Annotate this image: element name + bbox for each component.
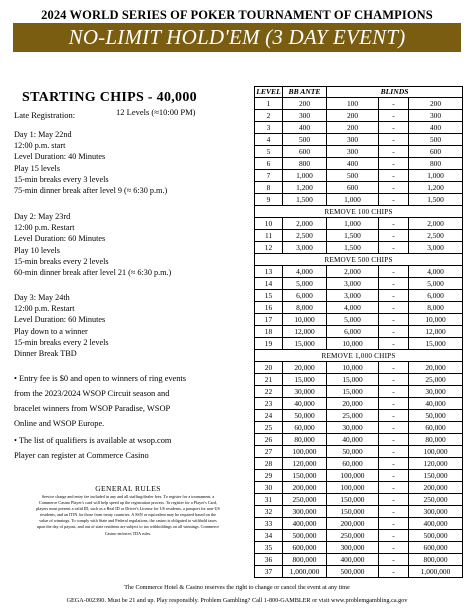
level-cell: 5	[255, 146, 283, 158]
blind-separator-cell: -	[379, 530, 409, 542]
small-blind-cell: 40,000	[327, 434, 379, 446]
table-row	[255, 326, 463, 338]
blind-structure-table	[254, 86, 463, 578]
bb-ante-cell: 50,000	[283, 410, 327, 422]
small-blind-cell: 10,000	[327, 362, 379, 374]
small-blind-cell: 1,500	[327, 230, 379, 242]
small-blind-cell: 30,000	[327, 422, 379, 434]
small-blind-cell: 100	[327, 98, 379, 110]
big-blind-cell: 400	[409, 122, 463, 134]
late-registration-value: 12 Levels (≈10:00 PM)	[116, 107, 196, 117]
bb-ante-cell: 400	[283, 122, 327, 134]
table-row	[255, 290, 463, 302]
bb-ante-cell: 20,000	[283, 362, 327, 374]
level-cell: 27	[255, 446, 283, 458]
table-row	[255, 554, 463, 566]
level-cell: 2	[255, 110, 283, 122]
level-cell: 29	[255, 470, 283, 482]
day-3-line: Dinner Break TBD	[14, 349, 77, 359]
level-cell: 9	[255, 194, 283, 206]
big-blind-cell: 150,000	[409, 470, 463, 482]
level-cell: 4	[255, 134, 283, 146]
table-row	[255, 314, 463, 326]
entry-note-line: from the 2023/2024 WSOP Circuit season and	[14, 389, 170, 398]
day-2-line: 60-min dinner break after level 21 (≈ 6:30 p.m.)	[14, 268, 172, 278]
level-cell: 34	[255, 530, 283, 542]
big-blind-cell: 2,500	[409, 230, 463, 242]
small-blind-cell: 6,000	[327, 326, 379, 338]
table-row	[255, 338, 463, 350]
bb-ante-cell: 30,000	[283, 386, 327, 398]
level-cell: 7	[255, 170, 283, 182]
bb-ante-cell: 40,000	[283, 398, 327, 410]
big-blind-cell: 400,000	[409, 518, 463, 530]
small-blind-cell: 500	[327, 170, 379, 182]
blind-separator-cell: -	[379, 218, 409, 230]
blind-separator-cell: -	[379, 410, 409, 422]
bb-ante-cell: 300	[283, 110, 327, 122]
table-header-row	[255, 87, 463, 98]
level-cell: 14	[255, 278, 283, 290]
table-row	[255, 410, 463, 422]
bb-ante-cell: 2,500	[283, 230, 327, 242]
table-row	[255, 434, 463, 446]
small-blind-cell: 100,000	[327, 482, 379, 494]
blind-separator-cell: -	[379, 458, 409, 470]
bb-ante-cell: 1,000,000	[283, 566, 327, 578]
blind-separator-cell: -	[379, 302, 409, 314]
level-cell: 17	[255, 314, 283, 326]
table-row	[255, 134, 463, 146]
table-row	[255, 182, 463, 194]
big-blind-cell: 500	[409, 134, 463, 146]
big-blind-cell: 20,000	[409, 362, 463, 374]
table-row	[255, 422, 463, 434]
small-blind-cell: 400	[327, 158, 379, 170]
starting-chips: STARTING CHIPS - 40,000	[22, 90, 197, 105]
event-banner	[13, 23, 461, 52]
qualifiers-note	[14, 433, 244, 463]
level-cell: 30	[255, 482, 283, 494]
blind-separator-cell: -	[379, 314, 409, 326]
day-1-line: 75-min dinner break after level 9 (≈ 6:30 p.m.)	[14, 186, 168, 196]
chip-removal-label: REMOVE 100 CHIPS	[255, 206, 463, 218]
small-blind-cell: 1,000	[327, 218, 379, 230]
small-blind-cell: 20,000	[327, 398, 379, 410]
level-cell: 32	[255, 506, 283, 518]
blind-separator-cell: -	[379, 566, 409, 578]
small-blind-cell: 200,000	[327, 518, 379, 530]
level-cell: 15	[255, 290, 283, 302]
bb-ante-cell: 3,000	[283, 242, 327, 254]
small-blind-cell: 25,000	[327, 410, 379, 422]
big-blind-cell: 120,000	[409, 458, 463, 470]
bb-ante-cell: 1,000	[283, 170, 327, 182]
blind-separator-cell: -	[379, 158, 409, 170]
general-rules-line: players must present a valid ID, such as a Real ID or Driver's License for US residents, a passport for non-US	[36, 506, 220, 512]
blind-separator-cell: -	[379, 494, 409, 506]
blind-separator-cell: -	[379, 386, 409, 398]
day-2-line: 12:00 p.m. Restart	[14, 223, 75, 233]
level-cell: 10	[255, 218, 283, 230]
entry-note-line: • Entry fee is $0 and open to winners of ring events	[14, 374, 187, 383]
blind-separator-cell: -	[379, 482, 409, 494]
day-3-info	[14, 292, 109, 359]
level-cell: 35	[255, 542, 283, 554]
big-blind-cell: 1,200	[409, 182, 463, 194]
blind-separator-cell: -	[379, 554, 409, 566]
small-blind-cell: 250,000	[327, 530, 379, 542]
small-blind-cell: 300	[327, 134, 379, 146]
small-blind-cell: 1,500	[327, 242, 379, 254]
small-blind-cell: 300	[327, 146, 379, 158]
table-row	[255, 482, 463, 494]
level-cell: 13	[255, 266, 283, 278]
bb-ante-cell: 500,000	[283, 530, 327, 542]
blind-separator-cell: -	[379, 326, 409, 338]
chip-removal-label: REMOVE 1,000 CHIPS	[255, 350, 463, 362]
bb-ante-cell: 200	[283, 98, 327, 110]
blind-separator-cell: -	[379, 290, 409, 302]
level-cell: 12	[255, 242, 283, 254]
level-cell: 19	[255, 338, 283, 350]
general-rules-title: GENERAL RULES	[95, 484, 161, 493]
bb-ante-cell: 1,500	[283, 194, 327, 206]
bb-ante-cell: 250,000	[283, 494, 327, 506]
bb-ante-cell: 60,000	[283, 422, 327, 434]
small-blind-cell: 5,000	[327, 314, 379, 326]
level-cell: 6	[255, 158, 283, 170]
blind-structure	[254, 86, 462, 578]
table-row	[255, 458, 463, 470]
blind-separator-cell: -	[379, 122, 409, 134]
day-2-info	[14, 211, 171, 278]
entry-note-line: Online and WSOP Europe.	[14, 419, 105, 428]
small-blind-cell: 400,000	[327, 554, 379, 566]
blind-separator-cell: -	[379, 230, 409, 242]
blind-separator-cell: -	[379, 362, 409, 374]
level-cell: 37	[255, 566, 283, 578]
day-2-line: Play 10 levels	[14, 245, 60, 255]
small-blind-cell: 600	[327, 182, 379, 194]
big-blind-cell: 300	[409, 110, 463, 122]
big-blind-cell: 200,000	[409, 482, 463, 494]
blind-separator-cell: -	[379, 98, 409, 110]
blind-separator-cell: -	[379, 434, 409, 446]
level-cell: 1	[255, 98, 283, 110]
big-blind-cell: 100,000	[409, 446, 463, 458]
bb-ante-cell: 150,000	[283, 470, 327, 482]
level-cell: 22	[255, 386, 283, 398]
small-blind-cell: 15,000	[327, 386, 379, 398]
day-3-line: Level Duration: 60 Minutes	[14, 315, 106, 325]
blind-separator-cell: -	[379, 374, 409, 386]
day-3-line: Play down to a winner	[14, 326, 88, 336]
bb-ante-cell: 100,000	[283, 446, 327, 458]
blind-separator-cell: -	[379, 518, 409, 530]
small-blind-cell: 200	[327, 122, 379, 134]
day-1-line: 15-min breaks every 3 levels	[14, 174, 109, 184]
level-cell: 25	[255, 422, 283, 434]
day-1-line: Level Duration: 40 Minutes	[14, 152, 106, 162]
blind-separator-cell: -	[379, 266, 409, 278]
entry-note-line: bracelet winners from WSOP Paradise, WSOP	[14, 404, 171, 413]
bb-ante-cell: 2,000	[283, 218, 327, 230]
bb-ante-cell: 600,000	[283, 542, 327, 554]
bb-ante-cell: 600	[283, 146, 327, 158]
small-blind-cell: 3,000	[327, 278, 379, 290]
level-header: LEVEL	[256, 87, 281, 96]
big-blind-cell: 1,500	[409, 194, 463, 206]
chip-removal-row	[255, 254, 463, 266]
table-row	[255, 218, 463, 230]
big-blind-cell: 8,000	[409, 302, 463, 314]
big-blind-cell: 10,000	[409, 314, 463, 326]
table-row	[255, 230, 463, 242]
level-cell: 23	[255, 398, 283, 410]
level-cell: 21	[255, 374, 283, 386]
bb-ante-cell: 80,000	[283, 434, 327, 446]
blind-separator-cell: -	[379, 506, 409, 518]
level-cell: 8	[255, 182, 283, 194]
table-row	[255, 194, 463, 206]
table-row	[255, 362, 463, 374]
table-row	[255, 278, 463, 290]
small-blind-cell: 50,000	[327, 446, 379, 458]
table-row	[255, 170, 463, 182]
level-cell: 11	[255, 230, 283, 242]
general-rules-text	[14, 494, 242, 537]
bb-ante-cell: 15,000	[283, 374, 327, 386]
day-1-line: 12:00 p.m. start	[14, 141, 66, 151]
level-cell: 20	[255, 362, 283, 374]
entry-fee-note	[14, 371, 244, 431]
banner-text: NO-LIMIT HOLD'EM (3 DAY EVENT)	[68, 25, 406, 49]
table-row	[255, 122, 463, 134]
big-blind-cell: 3,000	[409, 242, 463, 254]
blind-separator-cell: -	[379, 470, 409, 482]
blinds-header: BLINDS	[327, 87, 463, 98]
big-blind-cell: 30,000	[409, 386, 463, 398]
table-row	[255, 566, 463, 578]
level-cell: 3	[255, 122, 283, 134]
table-row	[255, 530, 463, 542]
big-blind-cell: 15,000	[409, 338, 463, 350]
big-blind-cell: 1,000	[409, 170, 463, 182]
day-2-line: Level Duration: 60 Minutes	[14, 234, 106, 244]
blind-separator-cell: -	[379, 146, 409, 158]
big-blind-cell: 1,000,000	[409, 566, 463, 578]
big-blind-cell: 2,000	[409, 218, 463, 230]
big-blind-cell: 600,000	[409, 542, 463, 554]
big-blind-cell: 300,000	[409, 506, 463, 518]
chip-removal-row	[255, 206, 463, 218]
bb-ante-cell: 8,000	[283, 302, 327, 314]
big-blind-cell: 800	[409, 158, 463, 170]
footer-legal: GEGA-002390. Must be 21 and up. Play responsibly. Problem Gambling? Call 1-800-GAMBLER or visit www.problemgambling.ca.gov	[66, 597, 408, 604]
bb-ante-cell: 5,000	[283, 278, 327, 290]
big-blind-cell: 500,000	[409, 530, 463, 542]
small-blind-cell: 500,000	[327, 566, 379, 578]
big-blind-cell: 600	[409, 146, 463, 158]
general-rules-line: residents, and an ITIN for those from treaty countries. A SSN or equivalent may be required based on the	[39, 512, 217, 518]
general-rules-line: Service charge and entry fee included in any and all staffing/dealer fees. To register for a tournament, a	[41, 494, 215, 499]
level-cell: 31	[255, 494, 283, 506]
small-blind-cell: 1,000	[327, 194, 379, 206]
table-row	[255, 110, 463, 122]
bb-ante-cell: 500	[283, 134, 327, 146]
small-blind-cell: 150,000	[327, 494, 379, 506]
small-blind-cell: 3,000	[327, 290, 379, 302]
table-row	[255, 494, 463, 506]
day-2-line: Day 2: May 23rd	[14, 212, 71, 221]
bb-ante-cell: 800,000	[283, 554, 327, 566]
small-blind-cell: 150,000	[327, 506, 379, 518]
bb-ante-cell: 10,000	[283, 314, 327, 326]
big-blind-cell: 60,000	[409, 422, 463, 434]
general-rules-line: Casino enforces TDA rules.	[104, 530, 152, 536]
day-3-line: 12:00 p.m. Restart	[14, 304, 75, 314]
level-cell: 18	[255, 326, 283, 338]
bb-ante-cell: 12,000	[283, 326, 327, 338]
small-blind-cell: 4,000	[327, 302, 379, 314]
bb-ante-cell: 120,000	[283, 458, 327, 470]
table-row	[255, 398, 463, 410]
big-blind-cell: 12,000	[409, 326, 463, 338]
bb-ante-cell: 300,000	[283, 506, 327, 518]
table-row	[255, 158, 463, 170]
day-1-info	[14, 129, 167, 196]
table-row	[255, 506, 463, 518]
table-row	[255, 542, 463, 554]
bb-ante-header: BB ANTE	[283, 87, 327, 98]
bb-ante-cell: 1,200	[283, 182, 327, 194]
table-body	[255, 98, 463, 578]
table-row	[255, 242, 463, 254]
late-registration-label: Late Registration:	[14, 110, 76, 120]
blind-separator-cell: -	[379, 446, 409, 458]
blind-separator-cell: -	[379, 338, 409, 350]
blind-separator-cell: -	[379, 194, 409, 206]
blind-separator-cell: -	[379, 422, 409, 434]
day-1-line: Play 15 levels	[14, 163, 60, 173]
level-cell: 16	[255, 302, 283, 314]
blind-separator-cell: -	[379, 242, 409, 254]
big-blind-cell: 40,000	[409, 398, 463, 410]
day-1-line: Day 1: May 22nd	[14, 130, 72, 139]
small-blind-cell: 10,000	[327, 338, 379, 350]
blind-separator-cell: -	[379, 182, 409, 194]
general-rules-line: Commerce Casino Player's card will help speed up the registration process. To register for a Player's Card,	[38, 500, 218, 506]
small-blind-cell: 100,000	[327, 470, 379, 482]
day-3-line: 15-min breaks every 2 levels	[14, 337, 109, 347]
event-title: 2024 WORLD SERIES OF POKER TOURNAMENT OF CHAMPIONS	[41, 8, 433, 22]
table-row	[255, 146, 463, 158]
bb-ante-cell: 400,000	[283, 518, 327, 530]
blind-separator-cell: -	[379, 170, 409, 182]
level-cell: 36	[255, 554, 283, 566]
small-blind-cell: 15,000	[327, 374, 379, 386]
table-row	[255, 302, 463, 314]
level-cell: 24	[255, 410, 283, 422]
table-row	[255, 518, 463, 530]
small-blind-cell: 60,000	[327, 458, 379, 470]
big-blind-cell: 800,000	[409, 554, 463, 566]
bb-ante-cell: 800	[283, 158, 327, 170]
big-blind-cell: 25,000	[409, 374, 463, 386]
general-rules-line: upon the day of payout, and out of state residents are subject to tax withholdings on all winnings. Commerce	[36, 524, 220, 530]
blind-separator-cell: -	[379, 134, 409, 146]
level-cell: 26	[255, 434, 283, 446]
blind-separator-cell: -	[379, 398, 409, 410]
bb-ante-cell: 200,000	[283, 482, 327, 494]
qualifiers-note-line: • The list of qualifiers is available at wsop.com	[14, 436, 172, 445]
blind-separator-cell: -	[379, 110, 409, 122]
general-rules-line: value of winnings. To comply with State and Federal regulations, the casino is obligated to withhold taxes	[39, 518, 217, 524]
footer-disclaimer: The Commerce Hotel & Casino reserves the right to change or cancel the event at any time	[124, 584, 350, 591]
big-blind-cell: 250,000	[409, 494, 463, 506]
blind-separator-cell: -	[379, 542, 409, 554]
table-row	[255, 446, 463, 458]
small-blind-cell: 300,000	[327, 542, 379, 554]
big-blind-cell: 6,000	[409, 290, 463, 302]
bb-ante-cell: 4,000	[283, 266, 327, 278]
table-row	[255, 470, 463, 482]
chip-removal-row	[255, 350, 463, 362]
table-row	[255, 374, 463, 386]
blind-separator-cell: -	[379, 278, 409, 290]
big-blind-cell: 80,000	[409, 434, 463, 446]
day-3-line: Day 3: May 24th	[14, 293, 70, 302]
big-blind-cell: 200	[409, 98, 463, 110]
big-blind-cell: 4,000	[409, 266, 463, 278]
big-blind-cell: 50,000	[409, 410, 463, 422]
bb-ante-cell: 15,000	[283, 338, 327, 350]
table-row	[255, 266, 463, 278]
small-blind-cell: 200	[327, 110, 379, 122]
qualifiers-note-line: Player can register at Commerce Casino	[14, 451, 149, 460]
big-blind-cell: 5,000	[409, 278, 463, 290]
day-2-line: 15-min breaks every 2 levels	[14, 256, 109, 266]
small-blind-cell: 2,000	[327, 266, 379, 278]
table-row	[255, 98, 463, 110]
level-cell: 28	[255, 458, 283, 470]
chip-removal-label: REMOVE 500 CHIPS	[255, 254, 463, 266]
bb-ante-cell: 6,000	[283, 290, 327, 302]
level-cell: 33	[255, 518, 283, 530]
table-row	[255, 386, 463, 398]
